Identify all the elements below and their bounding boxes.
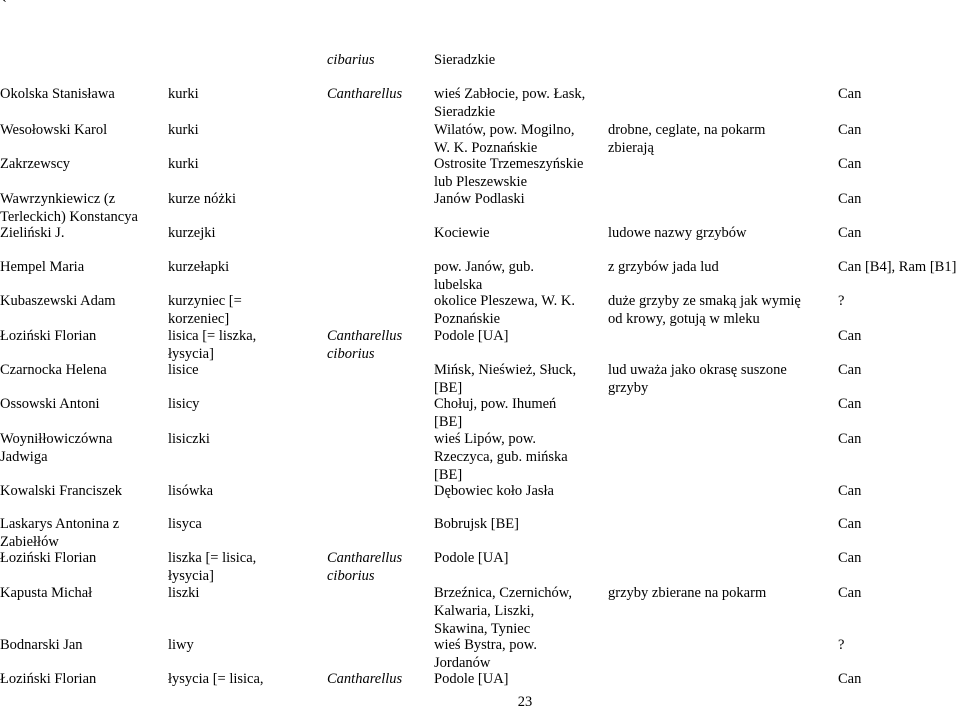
- latin-name-cell: cibarius: [327, 52, 375, 68]
- folk-name-cell: liszki: [168, 585, 200, 601]
- folk-name-cell: lisyca: [168, 516, 202, 532]
- collector-cell: Zieliński J.: [0, 225, 65, 241]
- latin-name-cell: Cantharellus: [327, 671, 403, 687]
- stray-mark: `: [2, 0, 7, 14]
- locality-cell: Dębowiec koło Jasła: [434, 483, 554, 499]
- note-cell: ludowe nazwy grzybów: [608, 225, 747, 241]
- locality-cell: Podole [UA]: [434, 328, 509, 344]
- genus-cell: ?: [838, 293, 845, 309]
- genus-cell: Can: [838, 431, 862, 447]
- genus-cell: Can: [838, 396, 862, 412]
- locality-cell: wieś Lipów, pow. Rzeczyca, gub. mińska [BE]: [434, 431, 568, 483]
- page-number: 23: [517, 694, 533, 710]
- folk-name-cell: kurze nóżki: [168, 191, 237, 207]
- collector-cell: Łoziński Florian: [0, 550, 97, 566]
- genus-cell: Can: [838, 671, 862, 687]
- folk-name-cell: kurki: [168, 122, 199, 138]
- collector-cell: Ossowski Antoni: [0, 396, 100, 412]
- folk-name-cell: lisica [= liszka, łysycia]: [168, 328, 257, 362]
- folk-name-cell: lisicy: [168, 396, 200, 412]
- locality-cell: Janów Podlaski: [434, 191, 525, 207]
- collector-cell: Czarnocka Helena: [0, 362, 107, 378]
- locality-cell: Mińsk, Nieśwież, Słuck, [BE]: [434, 362, 577, 396]
- folk-name-cell: kurzyniec [= korzeniec]: [168, 293, 242, 327]
- collector-cell: Kowalski Franciszek: [0, 483, 123, 499]
- genus-cell: Can: [838, 550, 862, 566]
- note-cell: lud uważa jako okrasę suszone grzyby: [608, 362, 787, 396]
- collector-cell: Kubaszewski Adam: [0, 293, 116, 309]
- locality-cell: Ostrosite Trzemeszyńskie lub Pleszewskie: [434, 156, 584, 190]
- folk-name-cell: łysycia [= lisica,: [168, 671, 264, 687]
- latin-name-cell: Cantharellus ciborius: [327, 550, 403, 584]
- folk-name-cell: liszka [= lisica, łysycia]: [168, 550, 257, 584]
- collector-cell: Bodnarski Jan: [0, 637, 83, 653]
- locality-cell: Chołuj, pow. Ihumeń [BE]: [434, 396, 557, 430]
- note-cell: drobne, ceglate, na pokarm zbierają: [608, 122, 766, 156]
- genus-cell: Can: [838, 328, 862, 344]
- note-cell: duże grzyby ze smaką jak wymię od krowy, gotują w mleku: [608, 293, 801, 327]
- genus-cell: Can: [838, 362, 862, 378]
- genus-cell: Can: [838, 585, 862, 601]
- folk-name-cell: lisiczki: [168, 431, 210, 447]
- latin-name-cell: Cantharellus: [327, 86, 403, 102]
- locality-cell: Podole [UA]: [434, 671, 509, 687]
- locality-cell: wieś Bystra, pow. Jordanów: [434, 637, 537, 671]
- genus-cell: Can: [838, 86, 862, 102]
- collector-cell: Kapusta Michał: [0, 585, 93, 601]
- genus-cell: Can [B4], Ram [B1]: [838, 259, 957, 275]
- collector-cell: Woyniłłowiczówna Jadwiga: [0, 431, 113, 465]
- collector-cell: Zakrzewscy: [0, 156, 71, 172]
- collector-cell: Okolska Stanisława: [0, 86, 115, 102]
- collector-cell: Łoziński Florian: [0, 328, 97, 344]
- genus-cell: ?: [838, 637, 845, 653]
- genus-cell: Can: [838, 225, 862, 241]
- genus-cell: Can: [838, 156, 862, 172]
- folk-name-cell: kurki: [168, 86, 199, 102]
- collector-cell: Hempel Maria: [0, 259, 85, 275]
- collector-cell: Wawrzynkiewicz (z Terleckich) Konstancya: [0, 191, 138, 225]
- collector-cell: Wesołowski Karol: [0, 122, 108, 138]
- locality-cell: okolice Pleszewa, W. K. Poznańskie: [434, 293, 575, 327]
- locality-cell: Sieradzkie: [434, 52, 496, 68]
- note-cell: z grzybów jada lud: [608, 259, 719, 275]
- folk-name-cell: kurzejki: [168, 225, 216, 241]
- locality-cell: pow. Janów, gub. lubelska: [434, 259, 535, 293]
- locality-cell: Brzeźnica, Czernichów, Kalwaria, Liszki, Skawina, Tyniec: [434, 585, 572, 637]
- locality-cell: Wilatów, pow. Mogilno, W. K. Poznańskie: [434, 122, 575, 156]
- locality-cell: Bobrujsk [BE]: [434, 516, 519, 532]
- folk-name-cell: kurzełapki: [168, 259, 230, 275]
- genus-cell: Can: [838, 516, 862, 532]
- locality-cell: Podole [UA]: [434, 550, 509, 566]
- genus-cell: Can: [838, 122, 862, 138]
- note-cell: grzyby zbierane na pokarm: [608, 585, 767, 601]
- collector-cell: Laskarys Antonina z Zabiełłów: [0, 516, 120, 550]
- collector-cell: Łoziński Florian: [0, 671, 97, 687]
- latin-name-cell: Cantharellus ciborius: [327, 328, 403, 362]
- folk-name-cell: kurki: [168, 156, 199, 172]
- locality-cell: wieś Zabłocie, pow. Łask, Sieradzkie: [434, 86, 586, 120]
- genus-cell: Can: [838, 191, 862, 207]
- locality-cell: Kociewie: [434, 225, 490, 241]
- folk-name-cell: lisice: [168, 362, 199, 378]
- folk-name-cell: liwy: [168, 637, 194, 653]
- folk-name-cell: lisówka: [168, 483, 214, 499]
- genus-cell: Can: [838, 483, 862, 499]
